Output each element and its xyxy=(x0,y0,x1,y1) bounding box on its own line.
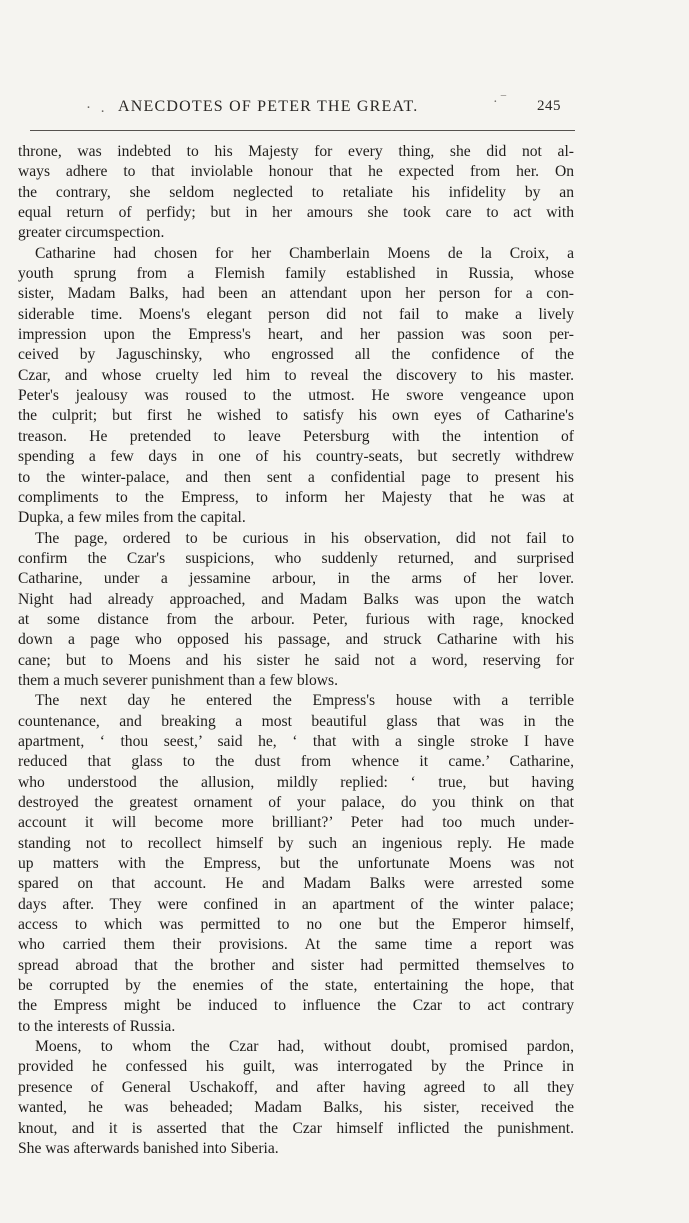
text-line: to the interests of Russia. xyxy=(18,1017,176,1035)
text-line: access to which was permitted to no one but the Emperor himself, xyxy=(18,916,574,934)
text-line: impression upon the Empress's heart, and her passion was soon per- xyxy=(18,326,574,344)
text-line: spread abroad that the brother and sister had permitted themselves to xyxy=(18,956,574,974)
text-line: cane; but to Moens and his sister he said not a word, reserving for xyxy=(18,651,574,669)
text-line: who carried them their provisions. At the same time a report was xyxy=(18,936,574,954)
text-line: ways adhere to that inviolable honour that he expected from her. On xyxy=(18,163,574,181)
text-line: The next day he entered the Empress's house with a terrible xyxy=(35,692,574,710)
text-line: siderable time. Moens's elegant person did not fail to make a lively xyxy=(18,305,574,323)
text-line: greater circumspection. xyxy=(18,224,165,242)
text-line: Dupka, a few miles from the capital. xyxy=(18,509,246,527)
text-line: spending a few days in one of his country-seats, but secretly withdrew xyxy=(18,448,574,466)
text-line: spared on that account. He and Madam Balks were arrested some xyxy=(18,875,574,893)
text-line: account it will become more brilliant?’ Peter had too much under- xyxy=(18,814,574,832)
paragraph-5 xyxy=(18,1037,574,1159)
text-line: at some distance from the arbour. Peter, furious with rage, knocked xyxy=(18,610,574,628)
text-line: youth sprung from a Flemish family established in Russia, whose xyxy=(18,265,574,283)
text-line: days after. They were confined in an apartment of the winter palace; xyxy=(18,895,574,913)
text-line: the contrary, she seldom neglected to retaliate his infidelity by an xyxy=(18,183,574,201)
text-line: up matters with the Empress, but the unfortunate Moens was not xyxy=(18,855,574,873)
text-line: wanted, he was beheaded; Madam Balks, his sister, received the xyxy=(18,1099,574,1117)
text-line: Catharine, under a jessamine arbour, in the arms of her lover. xyxy=(18,570,574,588)
header-right-mark: · ‾ xyxy=(493,95,506,110)
text-line: reduced that glass to the dust from whence it came.’ Catharine, xyxy=(18,753,574,771)
text-line: destroyed the greatest ornament of your palace, do you think on that xyxy=(18,794,574,811)
text-line: Catharine had chosen for her Chamberlain Moens de la Croix, a xyxy=(35,244,574,262)
text-line: to the winter-palace, and then sent a confidential page to present his xyxy=(18,468,574,486)
text-line: who understood the allusion, mildly replied: ‘ true, but having xyxy=(18,773,574,791)
text-line: presence of General Uschakoff, and after having agreed to all they xyxy=(18,1078,574,1096)
page-number: 245 xyxy=(537,98,561,114)
header-left-mark: · . xyxy=(86,100,108,116)
text-line: She was afterwards banished into Siberia. xyxy=(18,1139,279,1157)
body-text xyxy=(18,142,574,1159)
text-line: Night had already approached, and Madam Balks was upon the watch xyxy=(18,590,574,608)
text-line: treason. He pretended to leave Petersburg with the intention of xyxy=(18,427,574,445)
text-line: Moens, to whom the Czar had, without doubt, promised pardon, xyxy=(35,1038,574,1056)
text-line: Czar, and whose cruelty led him to reveal the discovery to his master. xyxy=(18,366,574,384)
text-line: standing not to recollect himself by such an ingenious reply. He made xyxy=(18,834,574,852)
text-line: equal return of perfidy; but in her amours she took care to act with xyxy=(18,204,574,222)
text-line: sister, Madam Balks, had been an attendant upon her person for a con- xyxy=(18,285,574,303)
running-head xyxy=(0,94,689,124)
text-line: provided he confessed his guilt, was interrogated by the Prince in xyxy=(18,1058,574,1076)
running-title: ANECDOTES OF PETER THE GREAT. xyxy=(118,98,419,115)
header-rule xyxy=(30,130,575,131)
text-line: ceived by Jaguschinsky, who engrossed all the confidence of the xyxy=(18,346,574,364)
text-line: confirm the Czar's suspicions, who suddenly returned, and surprised xyxy=(18,549,574,567)
text-line: down a page who opposed his passage, and struck Catharine with his xyxy=(18,631,574,649)
text-line: throne, was indebted to his Majesty for every thing, she did not al- xyxy=(18,143,574,160)
text-line: them a much severer punishment than a few blows. xyxy=(18,671,339,689)
text-line: the Empress might be induced to influence the Czar to act contrary xyxy=(18,997,574,1015)
paragraph-1 xyxy=(18,142,574,244)
text-line: compliments to the Empress, to inform her Majesty that he was at xyxy=(18,488,574,506)
paragraph-2 xyxy=(18,244,574,529)
text-line: countenance, and breaking a most beautiful glass that was in the xyxy=(18,712,574,730)
text-line: be corrupted by the enemies of the state, entertaining the hope, that xyxy=(18,977,574,995)
text-line: Peter's jealousy was roused to the utmost. He swore vengeance upon xyxy=(18,387,574,405)
text-line: knout, and it is asserted that the Czar himself inflicted the punishment. xyxy=(18,1119,574,1137)
text-line: The page, ordered to be curious in his observation, did not fail to xyxy=(35,529,574,547)
text-line: apartment, ‘ thou seest,’ said he, ‘ that with a single stroke I have xyxy=(18,732,574,750)
paragraph-3 xyxy=(18,529,574,692)
paragraph-4 xyxy=(18,691,574,1037)
text-line: the culprit; but first he wished to satisfy his own eyes of Catharine's xyxy=(18,407,574,425)
